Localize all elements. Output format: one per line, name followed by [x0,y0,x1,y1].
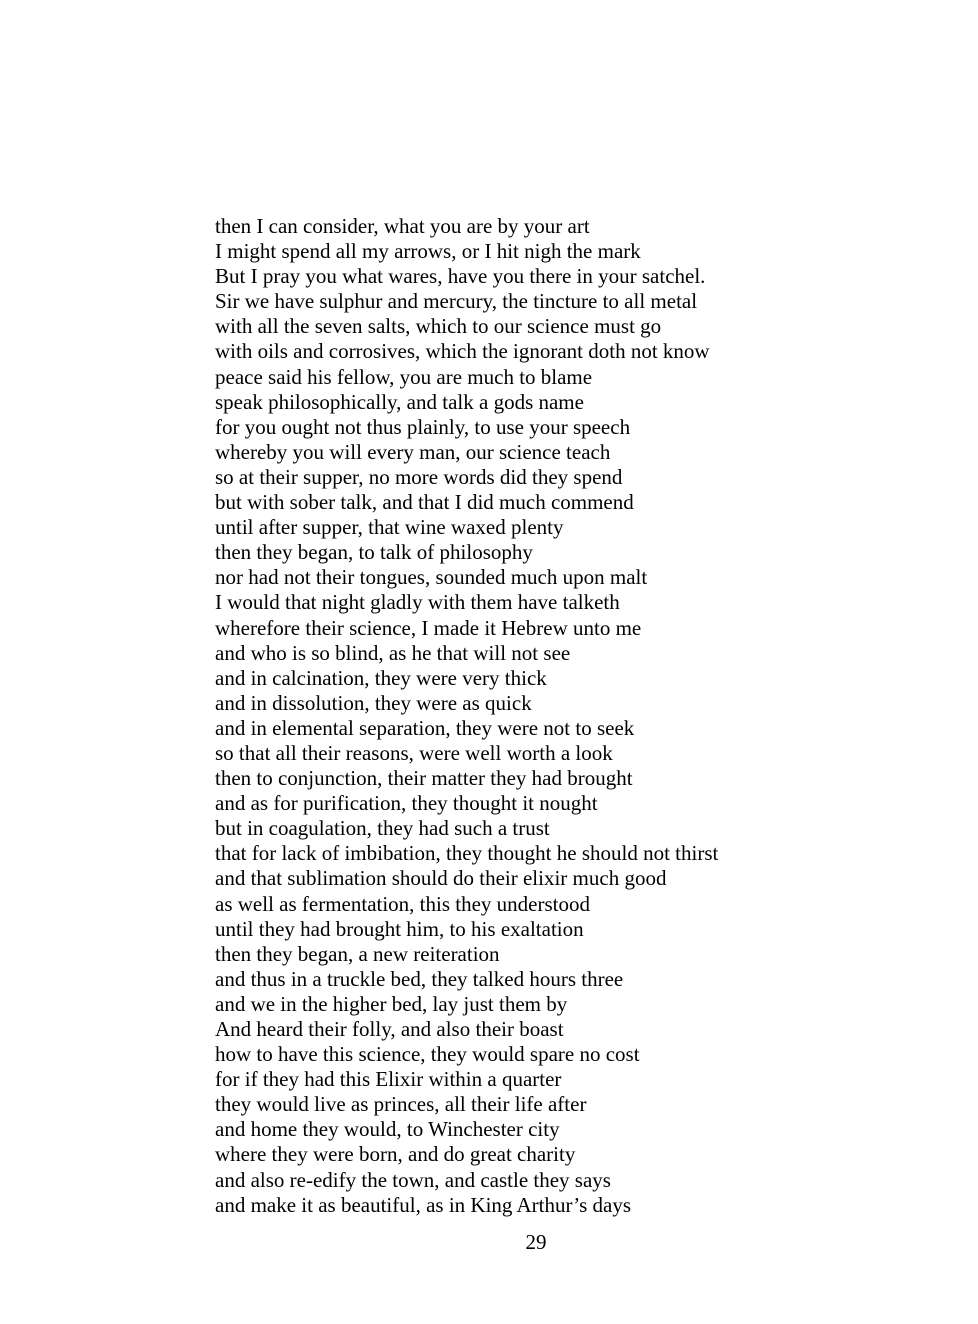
poem-line: then I can consider, what you are by your art [215,214,590,238]
poem-line: so at their supper, no more words did they spend [215,464,623,489]
poem-line: and we in the higher bed, lay just them by [215,991,568,1016]
poem-text [215,214,718,1218]
poem-line: I might spend all my arrows, or I hit nigh the mark [215,239,641,264]
poem-line: And heard their folly, and also their boast [215,1017,564,1041]
poem-line: I would that night gladly with them have talketh [215,590,620,615]
page-number: 29 [525,1230,547,1254]
poem-line: and in calcination, they were very thick [215,665,547,690]
poem-line: and that sublimation should do their elixir much good [215,866,667,891]
poem-line: that for lack of imbibation, they thought he should not thirst [215,841,719,866]
poem-line: and who is so blind, as he that will not see [215,640,571,665]
poem-line: whereby you will every man, our science teach [215,439,611,464]
poem-line: for if they had this Elixir within a quarter [215,1067,562,1092]
poem-line: but in coagulation, they had such a trust [215,816,550,841]
poem-line: and also re-edify the town, and castle they says [215,1167,611,1192]
poem-line: with oils and corrosives, which the ignorant doth not know [215,339,710,364]
poem-line: and in dissolution, they were as quick [215,690,532,715]
poem-line: but with sober talk, and that I did much commend [215,490,634,515]
poem-line: nor had not their tongues, sounded much upon malt [215,565,648,590]
poem-line: Sir we have sulphur and mercury, the tincture to all metal [215,289,698,314]
poem-line: peace said his fellow, you are much to blame [215,364,593,389]
poem-line: so that all their reasons, were well worth a look [215,740,613,765]
poem-line: until they had brought him, to his exaltation [215,916,584,941]
poem-line: how to have this science, they would spare no cost [215,1042,640,1067]
poem-line: where they were born, and do great charity [215,1142,576,1167]
poem-line: wherefore their science, I made it Hebrew unto me [215,615,642,640]
poem-line: for you ought not thus plainly, to use your speech [215,414,631,439]
poem-line: speak philosophically, and talk a gods name [215,389,584,414]
poem-line: they would live as princes, all their life after [215,1092,587,1117]
poem-line: then they began, a new reiteration [215,941,500,966]
poem-line: until after supper, that wine waxed plenty [215,515,564,540]
poem-line: and in elemental separation, they were not to seek [215,715,635,740]
poem-line: then to conjunction, their matter they had brought [215,766,633,791]
poem-line: But I pray you what wares, have you there in your satchel. [215,264,706,289]
poem-line: and make it as beautiful, as in King Arthur’s days [215,1192,632,1217]
poem-line: as well as fermentation, this they understood [215,891,590,916]
poem-line: and home they would, to Winchester city [215,1117,560,1142]
poem-line: and as for purification, they thought it nought [215,791,598,816]
poem-line: with all the seven salts, which to our science must go [215,314,662,339]
poem-line: and thus in a truckle bed, they talked hours three [215,966,624,991]
poem-line: then they began, to talk of philosophy [215,540,533,565]
